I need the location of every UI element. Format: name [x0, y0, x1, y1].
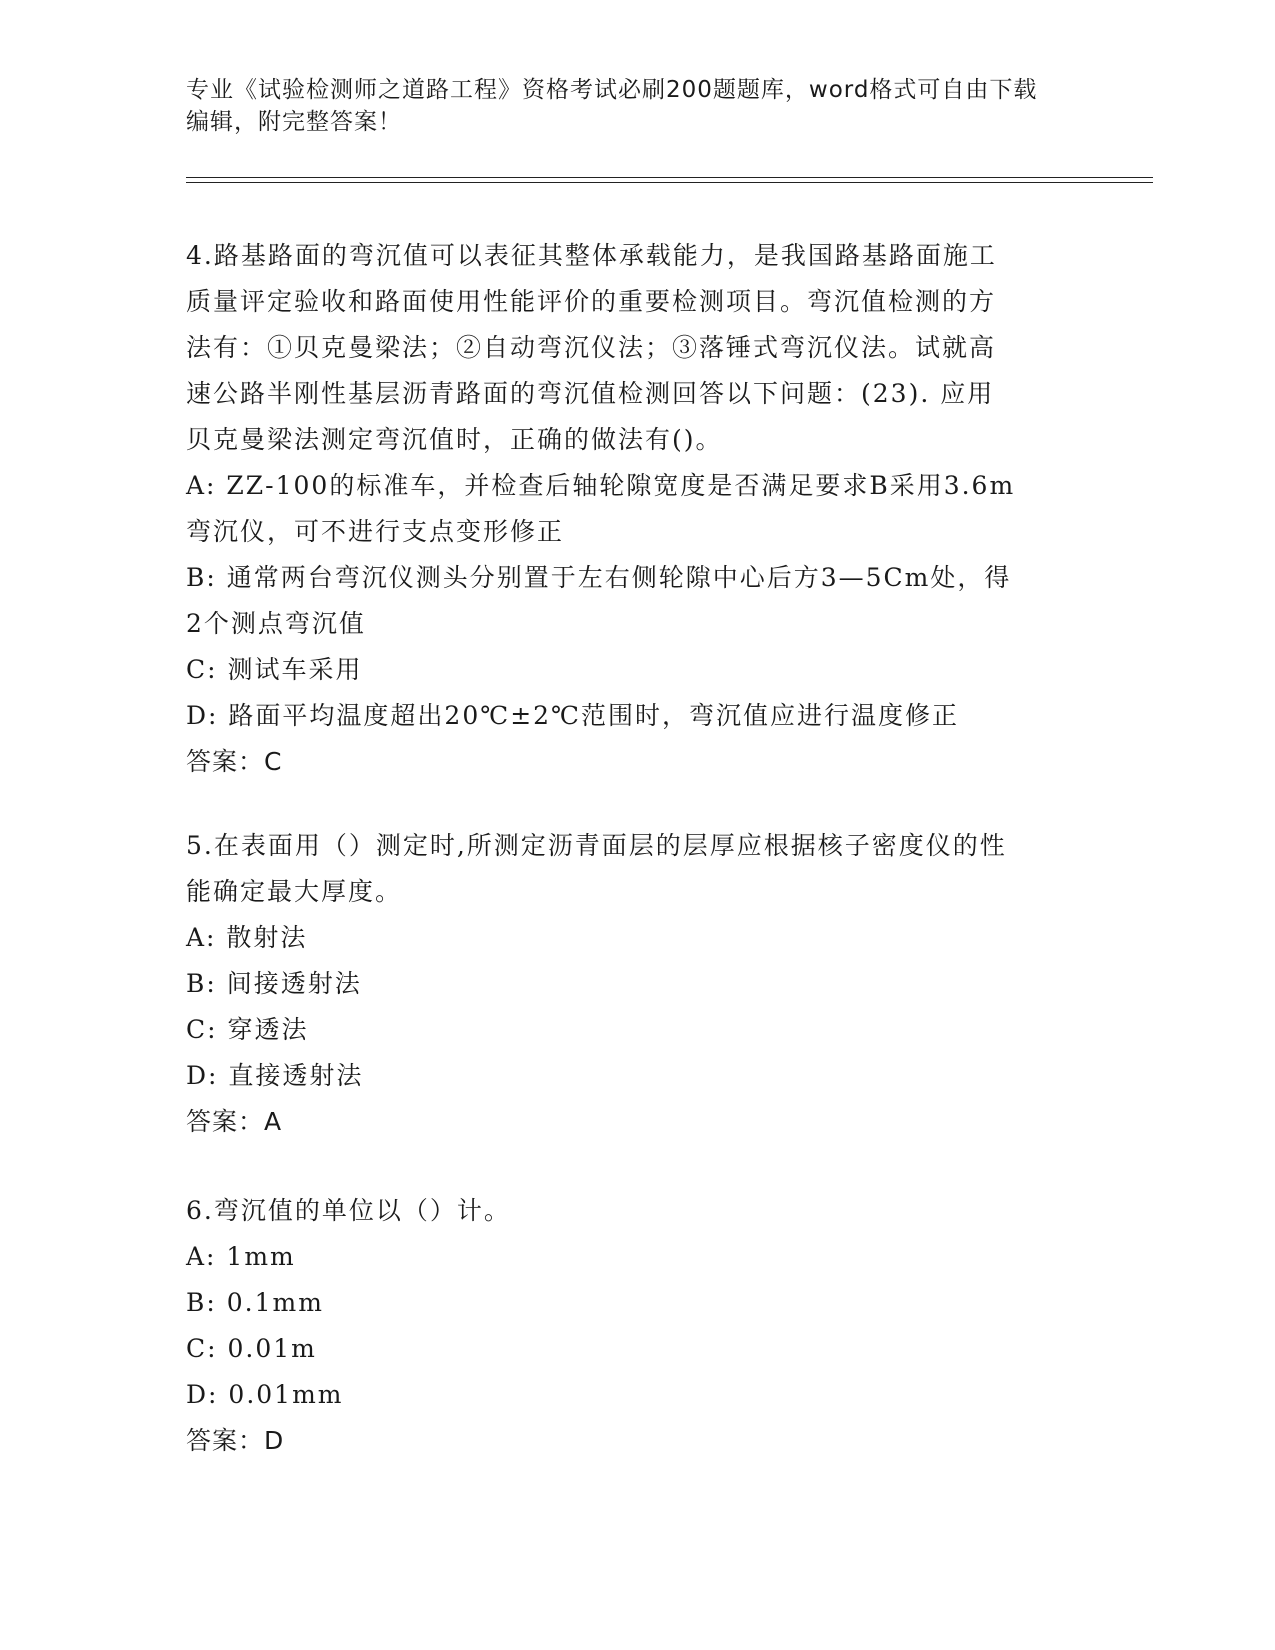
option-b-line: B: 通常两台弯沉仪测头分别置于左右侧轮隙中心后方3—5Cm处，得: [186, 563, 1012, 592]
question-stem-line: 速公路半刚性基层沥青路面的弯沉值检测回答以下问题：(23). 应用: [186, 379, 995, 408]
option-a-line: A: 散射法: [186, 923, 308, 952]
document-header: [186, 74, 1086, 138]
question-stem-line: 质量评定验收和路面使用性能评价的重要检测项目。弯沉值检测的方: [186, 287, 997, 316]
question-stem-line: 6.弯沉值的单位以（）计。: [186, 1196, 511, 1225]
option-b-line: B: 间接透射法: [186, 969, 362, 998]
option-c-line: C: 测试车采用: [186, 655, 363, 684]
option-c-line: C: 穿透法: [186, 1015, 309, 1044]
option-b-line: B: 0.1mm: [186, 1288, 324, 1317]
header-divider-bottom: [186, 182, 1153, 183]
answer-label: 答案：D: [186, 1426, 285, 1455]
header-divider-top: [186, 177, 1153, 178]
option-d-line: D: 路面平均温度超出20℃±2℃范围时，弯沉值应进行温度修正: [186, 701, 960, 730]
answer-label: 答案：C: [186, 747, 283, 776]
option-b-line: 2个测点弯沉值: [186, 609, 366, 638]
question-stem-line: 贝克曼梁法测定弯沉值时，正确的做法有()。: [186, 425, 723, 454]
answer-label: 答案：A: [186, 1107, 283, 1136]
question-5: [186, 823, 1076, 1145]
option-a-line: A: ZZ-100的标准车，并检查后轴轮隙宽度是否满足要求B采用3.6m: [186, 471, 1016, 500]
question-stem-line: 4.路基路面的弯沉值可以表征其整体承载能力，是我国路基路面施工: [186, 241, 997, 270]
question-stem-line: 5.在表面用（）测定时,所测定沥青面层的层厚应根据核子密度仪的性: [186, 831, 1007, 860]
question-4: [186, 233, 1076, 785]
option-d-line: D: 0.01mm: [186, 1380, 344, 1409]
option-c-line: C: 0.01m: [186, 1334, 317, 1363]
question-stem-line: 法有：①贝克曼梁法；②自动弯沉仪法；③落锤式弯沉仪法。试就高: [186, 333, 997, 362]
option-a-line: 弯沉仪，可不进行支点变形修正: [186, 517, 565, 546]
header-line-2: 编辑，附完整答案！: [186, 109, 402, 135]
option-a-line: A: 1mm: [186, 1242, 296, 1271]
question-stem-line: 能确定最大厚度。: [186, 877, 403, 906]
header-line-1: 专业《试验检测师之道路工程》资格考试必刷200题题库，word格式可自由下载: [186, 77, 1038, 103]
option-d-line: D: 直接透射法: [186, 1061, 364, 1090]
question-6: [186, 1188, 1076, 1464]
